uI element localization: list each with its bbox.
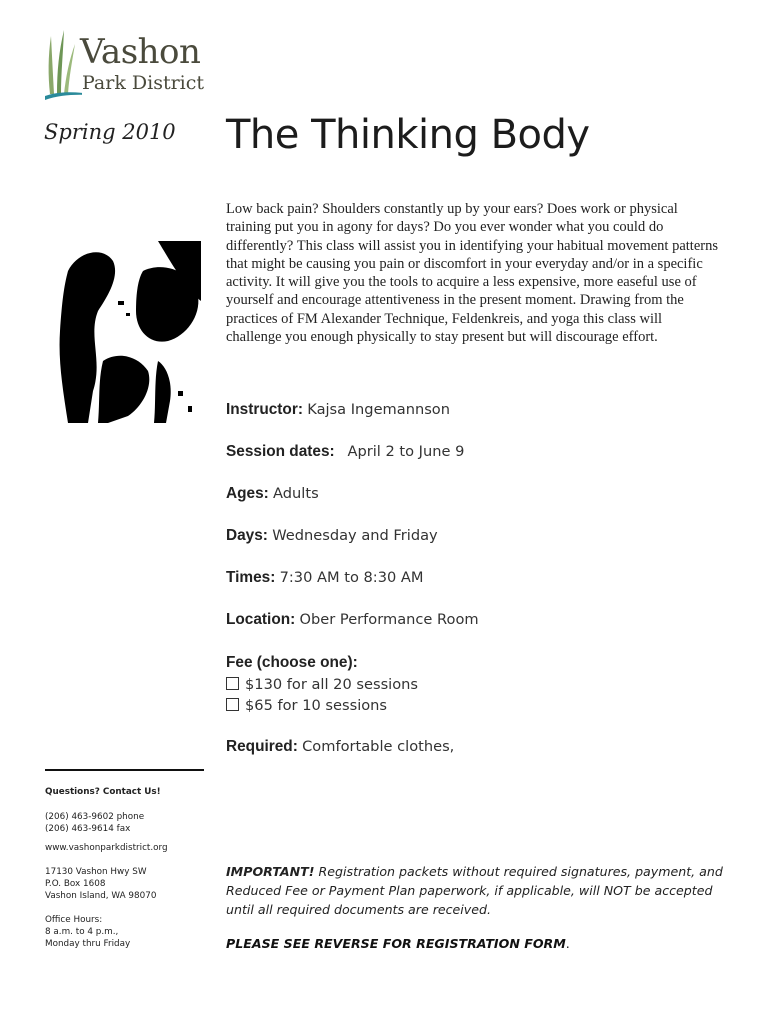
important-label: IMPORTANT! [226, 864, 315, 879]
fee-row [226, 654, 358, 672]
ages-row [226, 485, 319, 503]
season-label: Spring 2010 [44, 120, 176, 144]
fee-label: Fee (choose one): [226, 654, 358, 671]
logo-text-vashon: Vashon [80, 32, 201, 72]
reverse-period: . [565, 936, 570, 951]
important-notice [226, 862, 736, 919]
reverse-notice [226, 936, 570, 951]
days-value: Wednesday and Friday [272, 527, 438, 544]
times-row [226, 569, 424, 587]
instructor-value: Kajsa Ingemannson [307, 401, 450, 418]
contact-address-line3: Vashon Island, WA 98070 [45, 891, 157, 901]
required-label: Required: [226, 738, 298, 755]
course-description: Low back pain? Shoulders constantly up by your ears? Does work or physical training put you in agony for days? Do you ever wonder what you could do differently? This class will assist you in identifying your habitual movement patterns that might be causing you pain or discomfort in your everyday and/or in a specific activity. It will give you the tools to acquire a less expensive, more easeful use of yourself and encourage attentiveness in the present moment. Drawing from the practices of FM Alexander Technique, Feldenkreis, and yoga this class will challenge you enough physically to stay present but will discourage effort. [226, 201, 718, 346]
contact-address-line2: P.O. Box 1608 [45, 879, 106, 889]
times-value: 7:30 AM to 8:30 AM [279, 569, 424, 586]
contact-phone: (206) 463-9602 phone [45, 812, 145, 822]
days-row [226, 527, 438, 545]
session-dates-value: April 2 to June 9 [347, 443, 465, 460]
office-hours-label: Office Hours: [45, 915, 103, 925]
grass-leaves-logo-icon [42, 26, 82, 106]
location-row [226, 611, 479, 629]
fee-option-20-sessions[interactable] [226, 676, 418, 693]
fee-option-10-sessions[interactable] [226, 697, 387, 714]
days-label: Days: [226, 527, 268, 544]
session-dates-label: Session dates: [226, 443, 335, 460]
contact-heading: Questions? Contact Us! [45, 787, 161, 797]
contact-address-line1: 17130 Vashon Hwy SW [45, 867, 147, 877]
fee-option-label: $65 for 10 sessions [245, 697, 388, 714]
session-dates-row [226, 443, 464, 461]
checkbox-icon[interactable] [226, 677, 239, 690]
checkbox-icon[interactable] [226, 698, 239, 711]
required-value: Comfortable clothes, [302, 738, 455, 755]
contact-website[interactable]: www.vashonparkdistrict.org [45, 843, 168, 853]
times-label: Times: [226, 569, 276, 586]
office-hours-time: 8 a.m. to 4 p.m., [45, 927, 119, 937]
required-row [226, 738, 454, 756]
instructor-label: Instructor: [226, 401, 303, 418]
page-title: The Thinking Body [226, 112, 590, 158]
logo-text-park-district: Park District [82, 72, 205, 94]
contact-fax: (206) 463-9614 fax [45, 824, 131, 834]
instructor-row [226, 401, 450, 419]
reverse-text: PLEASE SEE REVERSE FOR REGISTRATION FORM [226, 936, 566, 951]
fee-option-label: $130 for all 20 sessions [245, 676, 419, 693]
location-value: Ober Performance Room [299, 611, 479, 628]
important-text: Registration packets without required signatures, payment, and Reduced Fee or Payment Plan paperwork, if applicable, will NOT be accepted until all required documents are received. [226, 864, 723, 917]
location-label: Location: [226, 611, 296, 628]
figure-photo [58, 241, 201, 423]
ages-value: Adults [273, 485, 319, 502]
office-hours-days: Monday thru Friday [45, 939, 131, 949]
ages-label: Ages: [226, 485, 269, 502]
divider [45, 769, 204, 771]
park-district-logo [42, 26, 212, 106]
